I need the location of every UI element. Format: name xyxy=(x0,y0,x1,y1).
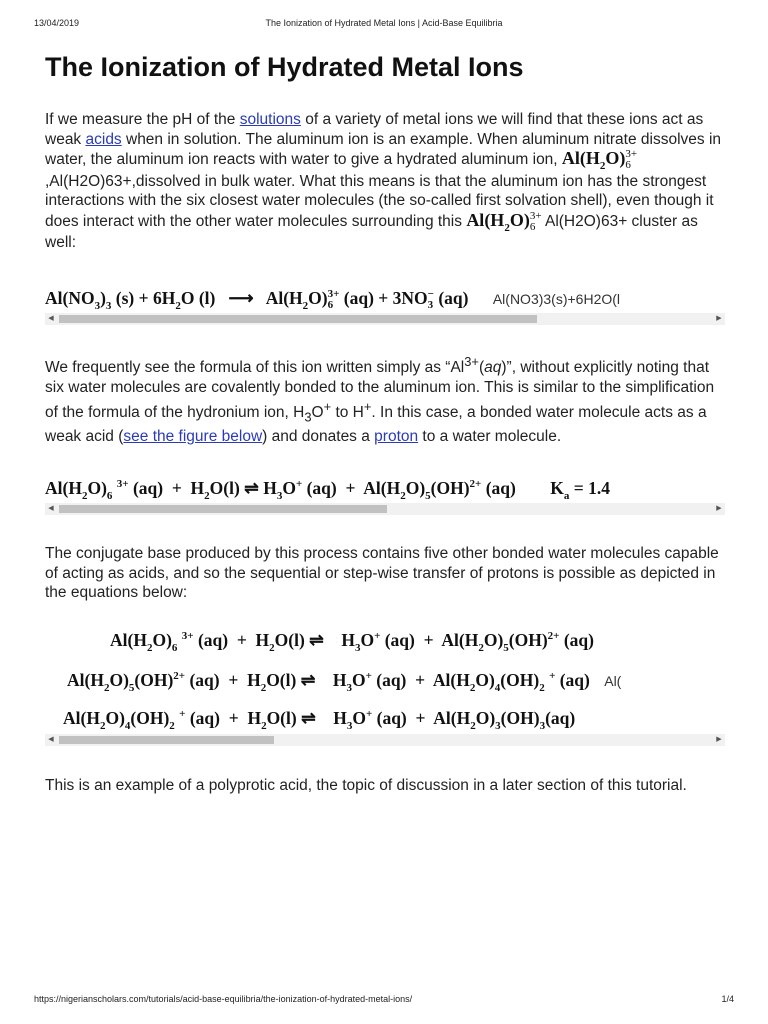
stepwise-equation-1: $Al(H_2O)_6$ $^{3+}$ $(aq) + H_2O(l)$ ⇌ $H_3O^+$ $(aq) + Al(H_2O)_5(OH)^{2+}$ (aq) xyxy=(110,630,594,651)
see-figure-link[interactable]: see the figure below xyxy=(123,427,263,445)
stepwise-equation-3: $Al(H_2O)_4(OH)_2$ + $(aq) + H_2O(l)$ ⇌ $H_3O^+$ $(aq) + Al(H_2O)_3(OH)_3(aq)$ xyxy=(63,708,576,729)
scroll-right-icon[interactable]: ▶ xyxy=(716,315,722,322)
equation1-scrollbar[interactable] xyxy=(45,313,725,325)
conjugate-base-paragraph: The conjugate base produced by this process contains five other bonded water molecules capable of acting as acids, and so the sequential or step-wise transfer of protons is possible as depicted in the equations below: xyxy=(45,545,719,601)
polyprotic-paragraph: This is an example of a polyprotic acid, the topic of discussion in a later section of this tutorial. xyxy=(45,777,687,794)
scrollbar-thumb[interactable] xyxy=(59,505,387,513)
equation-dissolution: $Al(NO_3)_3$ $(s) + 6H_2O$ (l) ⟶ $Al(H_2O)3+$ 6 (aq) + 3NO− 3 (aq) Al(NO3)3(s)+6H2O(l xyxy=(45,288,621,311)
equation-ionization: $Al(H_2O)_6$ $^{3+}$ $(aq) + H_2O(l)$ ⇌ $H_3O^+$ $(aq) + Al(H_2O)_5(OH)^{2+}$ (aq) $K_a = 1.4$ xyxy=(45,478,610,499)
scroll-left-icon[interactable]: ◀ xyxy=(48,505,54,512)
scrollbar-thumb[interactable] xyxy=(59,736,274,744)
acids-link[interactable]: acids xyxy=(85,130,122,148)
intro-paragraph: If we measure the pH of the solutions of a variety of metal ions we will find that these ions act as weak acids when in solution. The aluminum ion is an example. When aluminum nitrate dissolves in water, the aluminum ion reacts with water to give a hydrated aluminum ion, $Al(H_2O)3+$ 6,Al(H2O)63+,dissolved in bulk water. What this means is that the aluminum ion has the strongest interactions with the six closest water molecules (the so-called first solvation shell), even though it does interact with the other water molecules surrounding this $Al(H_2O)3+$ 6 Al(H2O)63+ cluster as well: xyxy=(45,111,722,252)
scroll-left-icon[interactable]: ◀ xyxy=(48,315,54,322)
print-page-number: 1/4 xyxy=(721,994,734,1004)
print-footer-url: https://nigerianscholars.com/tutorials/acid-base-equilibria/the-ionization-of-hydrated-metal-ions/ xyxy=(34,994,413,1004)
solutions-link[interactable]: solutions xyxy=(239,111,301,128)
stepwise-equation-2: $Al(H_2O)_5(OH)^{2+}$ $(aq) + H_2O(l)$ ⇌ $H_3O^+$ $(aq) + Al(H_2O)_4(OH)_2$ + (aq) Al( xyxy=(67,670,622,691)
page-title: The Ionization of Hydrated Metal Ions xyxy=(45,52,524,82)
simplification-paragraph: We frequently see the formula of this ion written simply as “$Al^{3+}(aq)$”, without explicitly noting that six water molecules are covalently bonded to the aluminum ion. This is similar to the simplification of the formula of the hydronium ion, $H_3O^+$ to H+. In this case, a bonded water molecule acts as a weak acid (see the figure below) and donates a proton to a water molecule. xyxy=(45,354,715,445)
hydrated-aluminum-formula: $Al(H_2O)3+$ 6 xyxy=(561,148,638,173)
print-date: 13/04/2019 xyxy=(34,18,80,28)
scroll-right-icon[interactable]: ▶ xyxy=(716,736,722,743)
scrollbar-thumb[interactable] xyxy=(59,315,537,323)
scroll-right-icon[interactable]: ▶ xyxy=(716,505,722,512)
print-header-title: The Ionization of Hydrated Metal Ions | Acid-Base Equilibria xyxy=(265,18,503,28)
equation2-scrollbar[interactable] xyxy=(45,503,725,515)
proton-link[interactable]: proton xyxy=(374,427,419,445)
hydrated-aluminum-formula-2: $Al(H_2O)3+$ 6 xyxy=(466,209,542,234)
stepwise-equations-scrollbar[interactable] xyxy=(45,734,725,746)
scroll-left-icon[interactable]: ◀ xyxy=(48,736,54,743)
